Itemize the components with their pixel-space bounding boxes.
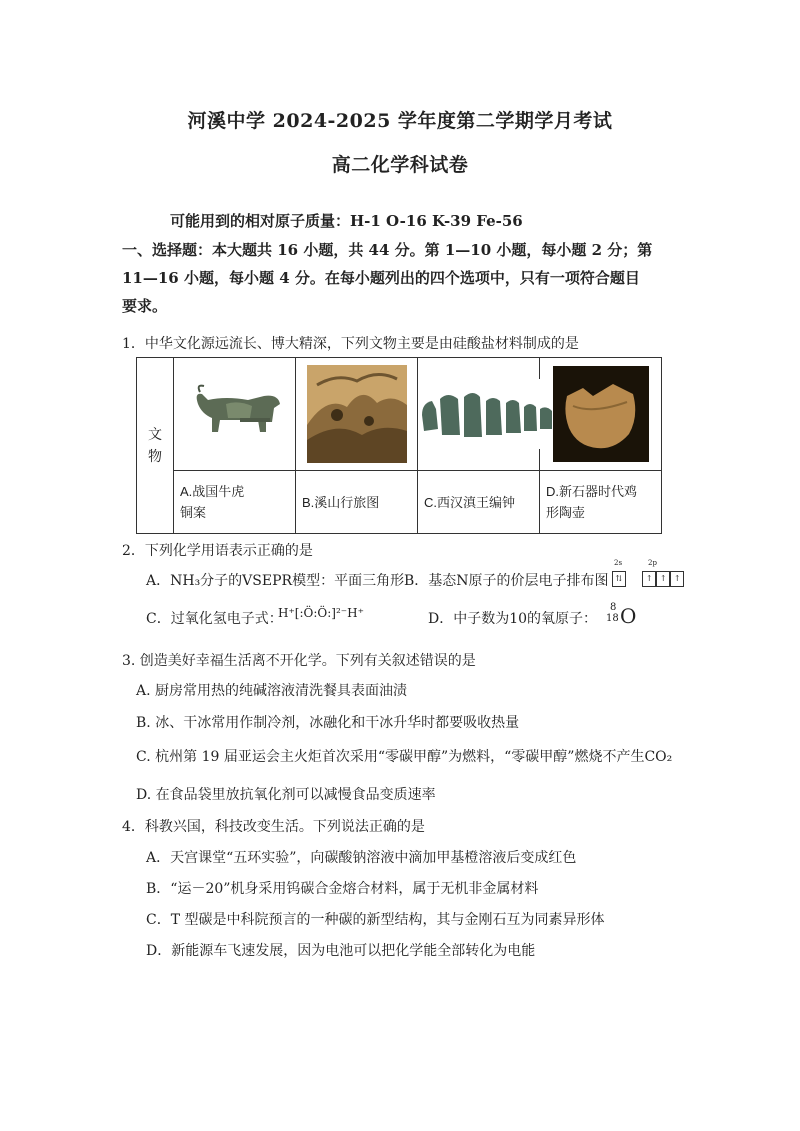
image-cell-b [296, 358, 418, 471]
exam-title: 河溪中学 2024-2025 学年度第二学期学月考试 [187, 110, 613, 132]
landscape-painting-icon [307, 365, 407, 463]
question-1-stem: 1．中华文化源远流长、博大精深，下列文物主要是由硅酸盐材料制成的是 [122, 336, 579, 352]
pottery-jar-icon [553, 366, 649, 462]
caption-b [296, 471, 418, 534]
isotope-symbol: O [620, 604, 637, 628]
orbital-label-2p: 2p [648, 559, 657, 567]
exam-subtitle: 高二化学科试卷 [331, 154, 469, 176]
isotope-top: 8 [610, 602, 617, 613]
row-label-char: 文 [148, 426, 162, 443]
caption-line: C.西汉滇王编钟 [424, 494, 516, 510]
q3-option-b: B. 冰、干冰常用作制冷剂，冰融化和干冰升华时都要吸收热量 [136, 715, 520, 731]
q4-option-c: C．T 型碳是中科院预言的一种碳的新型结构，其与金刚石互为同素异形体 [146, 912, 605, 928]
question-4-stem: 4．科教兴国，科技改变生活。下列说法正确的是 [122, 819, 425, 835]
caption-d [540, 471, 662, 534]
image-cell-c [418, 358, 540, 471]
q2-option-a: A．NH₃分子的VSEPR模型：平面三角形 [146, 573, 405, 589]
caption-c [418, 471, 540, 534]
artifacts-table [136, 357, 662, 534]
question-2-stem: 2．下列化学用语表示正确的是 [122, 543, 313, 559]
section-line: 要求。 [122, 297, 168, 315]
section-1-instructions [122, 236, 682, 320]
q2-option-d: D．中子数为10的氧原子： [428, 611, 598, 627]
row-label [137, 358, 174, 534]
orbital-box-2p: ↑ [656, 571, 670, 587]
image-cell-a [174, 358, 296, 471]
orbital-box-2p: ↑ [670, 571, 684, 587]
q4-option-a: A．天宫课堂“五环实验”，向碳酸钠溶液中滴加甲基橙溶液后变成红色 [146, 850, 577, 866]
image-cell-d [540, 358, 662, 471]
section-line: 11—16 小题，每小题 4 分。在每小题列出的四个选项中，只有一项符合题目 [122, 269, 640, 287]
caption-line: A.战国牛虎 [180, 484, 245, 499]
caption-line: 形陶壶 [546, 505, 586, 520]
orbital-diagram [612, 559, 692, 588]
q3-option-a: A. 厨房常用热的纯碱溶液清洗餐具表面油渍 [136, 683, 408, 699]
bronze-chime-bells-icon [418, 379, 558, 449]
q3-option-d: D. 在食品袋里放抗氧化剂可以减慢食品变质速率 [136, 787, 436, 803]
row-label-char: 物 [148, 448, 162, 465]
isotope-bottom: 18 [606, 613, 619, 624]
question-3-stem: 3. 创造美好幸福生活离不开化学。下列有关叙述错误的是 [122, 653, 476, 669]
orbital-box-2p: ↑ [642, 571, 656, 587]
section-line: 一、选择题：本大题共 16 小题，共 44 分。第 1—10 小题，每小题 2 分；第 [122, 241, 653, 259]
q2-option-b: B．基态N原子的价层电子排布图 [404, 573, 609, 589]
peroxide-formula: H⁺[:Ö:Ö:]²⁻H⁺ [278, 606, 364, 620]
orbital-label-2s: 2s [614, 559, 623, 567]
q4-option-b: B．“运－20”机身采用钨碳合金熔合材料，属于无机非金属材料 [146, 881, 539, 897]
isotope-numbers [606, 602, 619, 624]
caption-line: 铜案 [180, 505, 207, 520]
q4-option-d: D．新能源车飞速发展，因为电池可以把化学能全部转化为电能 [146, 943, 536, 959]
q3-option-c: C. 杭州第 19 届亚运会主火炬首次采用“零碳甲醇”为燃料，“零碳甲醇”燃烧不产生CO₂ [136, 749, 673, 765]
caption-line: B.溪山行旅图 [302, 494, 380, 510]
caption-a [174, 471, 296, 534]
orbital-box-2s: ⇅ [612, 571, 626, 587]
q2-option-c: C．过氧化氢电子式： [146, 611, 283, 627]
bronze-ox-tiger-table-icon [186, 374, 284, 454]
caption-line: D.新石器时代鸡 [546, 484, 638, 499]
atomic-masses: 可能用到的相对原子质量：H-1 O-16 K-39 Fe-56 [170, 212, 523, 230]
